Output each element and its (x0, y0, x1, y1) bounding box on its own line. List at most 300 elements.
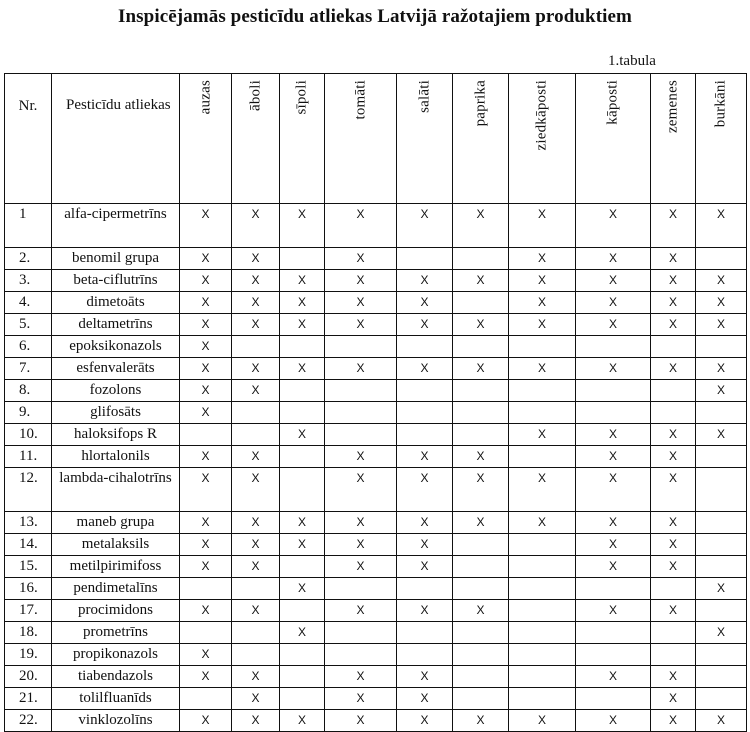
mark-cell-checked: X (453, 600, 509, 622)
header-product-label: sīpoli (293, 80, 310, 115)
mark-cell-empty (397, 424, 453, 446)
mark-cell-checked: X (696, 380, 747, 402)
mark-cell-checked: X (509, 204, 576, 248)
mark-cell-checked: X (576, 446, 651, 468)
mark-cell-checked: X (280, 710, 325, 732)
mark-cell-empty (397, 380, 453, 402)
pesticide-name: propikonazols (52, 644, 180, 666)
mark-cell-empty (180, 688, 232, 710)
mark-cell-checked: X (232, 248, 280, 270)
mark-cell-checked: X (696, 314, 747, 336)
mark-cell-empty (696, 666, 747, 688)
mark-cell-empty (651, 336, 696, 358)
pesticide-name: metalaksils (52, 534, 180, 556)
mark-cell-empty (509, 336, 576, 358)
row-number: 5. (5, 314, 52, 336)
mark-cell-empty (397, 336, 453, 358)
row-number: 10. (5, 424, 52, 446)
mark-cell-checked: X (651, 204, 696, 248)
mark-cell-checked: X (509, 292, 576, 314)
mark-cell-checked: X (280, 512, 325, 534)
mark-cell-checked: X (280, 270, 325, 292)
table-row (5, 578, 747, 600)
mark-cell-checked: X (280, 622, 325, 644)
pesticide-name: glifosāts (52, 402, 180, 424)
mark-cell-checked: X (397, 314, 453, 336)
mark-cell-empty (453, 248, 509, 270)
mark-cell-checked: X (397, 446, 453, 468)
mark-cell-empty (576, 688, 651, 710)
mark-cell-checked: X (232, 314, 280, 336)
mark-cell-empty (696, 468, 747, 512)
row-number: 16. (5, 578, 52, 600)
header-product-label: auzas (197, 80, 213, 115)
header-name: Pesticīdu atliekas (52, 74, 180, 204)
mark-cell-checked: X (397, 600, 453, 622)
mark-cell-empty (325, 336, 397, 358)
row-number: 1 (5, 204, 52, 248)
mark-cell-checked: X (232, 270, 280, 292)
mark-cell-empty (453, 380, 509, 402)
mark-cell-checked: X (232, 358, 280, 380)
table-row (5, 534, 747, 556)
header-nr: Nr. (5, 74, 52, 204)
table-row (5, 248, 747, 270)
mark-cell-checked: X (232, 292, 280, 314)
row-number: 22. (5, 710, 52, 732)
mark-cell-checked: X (509, 468, 576, 512)
mark-cell-empty (651, 402, 696, 424)
mark-cell-checked: X (453, 512, 509, 534)
mark-cell-empty (509, 622, 576, 644)
mark-cell-checked: X (576, 314, 651, 336)
mark-cell-empty (325, 644, 397, 666)
mark-cell-checked: X (397, 710, 453, 732)
mark-cell-checked: X (696, 292, 747, 314)
mark-cell-checked: X (180, 248, 232, 270)
page-title: Inspicējamās pesticīdu atliekas Latvijā ražotajiem produktiem (118, 6, 632, 27)
mark-cell-empty (325, 578, 397, 600)
mark-cell-empty (509, 644, 576, 666)
mark-cell-checked: X (180, 270, 232, 292)
pesticide-name: fozolons (52, 380, 180, 402)
pesticide-name: alfa-cipermetrīns (52, 204, 180, 248)
table-row (5, 336, 747, 358)
mark-cell-checked: X (180, 666, 232, 688)
mark-cell-checked: X (180, 358, 232, 380)
mark-cell-checked: X (696, 270, 747, 292)
row-number: 2. (5, 248, 52, 270)
header-product (180, 74, 232, 204)
mark-cell-checked: X (180, 336, 232, 358)
mark-cell-checked: X (576, 600, 651, 622)
mark-cell-checked: X (576, 248, 651, 270)
table-row (5, 424, 747, 446)
mark-cell-checked: X (651, 468, 696, 512)
table-row (5, 204, 747, 248)
mark-cell-checked: X (325, 556, 397, 578)
mark-cell-empty (509, 534, 576, 556)
mark-cell-empty (453, 292, 509, 314)
mark-cell-checked: X (576, 666, 651, 688)
pesticide-name: dimetoāts (52, 292, 180, 314)
mark-cell-empty (325, 622, 397, 644)
mark-cell-checked: X (576, 424, 651, 446)
pesticide-name: procimidons (52, 600, 180, 622)
table-row (5, 644, 747, 666)
table-row (5, 270, 747, 292)
mark-cell-checked: X (325, 204, 397, 248)
pesticide-name: lambda-cihalotrīns (52, 468, 180, 512)
mark-cell-empty (280, 600, 325, 622)
mark-cell-checked: X (232, 534, 280, 556)
row-number: 21. (5, 688, 52, 710)
mark-cell-empty (397, 578, 453, 600)
mark-cell-checked: X (576, 556, 651, 578)
mark-cell-checked: X (651, 292, 696, 314)
header-product (280, 74, 325, 204)
table-row (5, 358, 747, 380)
mark-cell-checked: X (651, 424, 696, 446)
table-number: 1.tabula (608, 53, 656, 69)
mark-cell-empty (509, 666, 576, 688)
row-number: 7. (5, 358, 52, 380)
table-row (5, 292, 747, 314)
mark-cell-empty (576, 622, 651, 644)
mark-cell-checked: X (696, 710, 747, 732)
mark-cell-checked: X (280, 578, 325, 600)
mark-cell-empty (453, 402, 509, 424)
row-number: 9. (5, 402, 52, 424)
mark-cell-empty (180, 622, 232, 644)
pesticide-name: prometrīns (52, 622, 180, 644)
mark-cell-checked: X (232, 380, 280, 402)
mark-cell-checked: X (180, 204, 232, 248)
header-row (5, 74, 747, 204)
pesticide-table (4, 73, 747, 732)
mark-cell-checked: X (180, 710, 232, 732)
mark-cell-empty (397, 622, 453, 644)
mark-cell-checked: X (325, 534, 397, 556)
row-number: 14. (5, 534, 52, 556)
table-row (5, 600, 747, 622)
mark-cell-checked: X (397, 468, 453, 512)
mark-cell-checked: X (325, 600, 397, 622)
mark-cell-checked: X (509, 270, 576, 292)
mark-cell-checked: X (397, 666, 453, 688)
mark-cell-empty (325, 402, 397, 424)
table-row (5, 688, 747, 710)
mark-cell-checked: X (325, 446, 397, 468)
mark-cell-checked: X (232, 710, 280, 732)
mark-cell-empty (453, 534, 509, 556)
mark-cell-checked: X (397, 270, 453, 292)
row-number: 18. (5, 622, 52, 644)
mark-cell-empty (576, 644, 651, 666)
mark-cell-checked: X (180, 512, 232, 534)
mark-cell-checked: X (397, 512, 453, 534)
mark-cell-checked: X (696, 358, 747, 380)
mark-cell-checked: X (453, 446, 509, 468)
table-row (5, 666, 747, 688)
pesticide-name: tiabendazols (52, 666, 180, 688)
row-number: 8. (5, 380, 52, 402)
mark-cell-empty (397, 248, 453, 270)
mark-cell-empty (576, 336, 651, 358)
mark-cell-checked: X (696, 622, 747, 644)
mark-cell-checked: X (180, 468, 232, 512)
mark-cell-checked: X (651, 710, 696, 732)
mark-cell-empty (232, 402, 280, 424)
table-body (5, 204, 747, 732)
mark-cell-checked: X (180, 556, 232, 578)
mark-cell-empty (232, 424, 280, 446)
row-number: 11. (5, 446, 52, 468)
mark-cell-checked: X (325, 248, 397, 270)
mark-cell-empty (651, 644, 696, 666)
mark-cell-checked: X (576, 468, 651, 512)
mark-cell-checked: X (397, 556, 453, 578)
mark-cell-checked: X (576, 204, 651, 248)
mark-cell-checked: X (576, 358, 651, 380)
mark-cell-checked: X (651, 270, 696, 292)
pesticide-name: maneb grupa (52, 512, 180, 534)
mark-cell-empty (232, 644, 280, 666)
mark-cell-empty (509, 446, 576, 468)
mark-cell-empty (453, 424, 509, 446)
row-number: 6. (5, 336, 52, 358)
mark-cell-checked: X (325, 358, 397, 380)
mark-cell-checked: X (696, 424, 747, 446)
header-product (576, 74, 651, 204)
mark-cell-empty (280, 468, 325, 512)
mark-cell-empty (576, 578, 651, 600)
pesticide-name: esfenvalerāts (52, 358, 180, 380)
mark-cell-checked: X (651, 600, 696, 622)
mark-cell-checked: X (180, 644, 232, 666)
mark-cell-checked: X (232, 204, 280, 248)
mark-cell-checked: X (453, 314, 509, 336)
mark-cell-empty (280, 446, 325, 468)
header-product (651, 74, 696, 204)
mark-cell-checked: X (576, 534, 651, 556)
mark-cell-checked: X (325, 292, 397, 314)
mark-cell-checked: X (696, 578, 747, 600)
mark-cell-empty (453, 644, 509, 666)
row-number: 12. (5, 468, 52, 512)
mark-cell-empty (696, 446, 747, 468)
header-product-label: tomāti (352, 80, 368, 120)
mark-cell-empty (696, 336, 747, 358)
mark-cell-checked: X (280, 314, 325, 336)
header-product (325, 74, 397, 204)
header-product (397, 74, 453, 204)
mark-cell-checked: X (397, 688, 453, 710)
mark-cell-checked: X (397, 292, 453, 314)
mark-cell-checked: X (232, 556, 280, 578)
mark-cell-checked: X (325, 688, 397, 710)
row-number: 3. (5, 270, 52, 292)
mark-cell-checked: X (280, 358, 325, 380)
mark-cell-checked: X (651, 314, 696, 336)
table-row (5, 512, 747, 534)
mark-cell-checked: X (397, 358, 453, 380)
header-product (509, 74, 576, 204)
mark-cell-checked: X (453, 710, 509, 732)
header-product-label: burkāni (712, 80, 729, 128)
mark-cell-checked: X (453, 270, 509, 292)
mark-cell-checked: X (325, 666, 397, 688)
mark-cell-checked: X (453, 358, 509, 380)
mark-cell-empty (325, 380, 397, 402)
table-row (5, 380, 747, 402)
pesticide-name: vinklozolīns (52, 710, 180, 732)
mark-cell-checked: X (280, 204, 325, 248)
header-product-label: ziedkāposti (533, 80, 550, 151)
mark-cell-empty (280, 380, 325, 402)
header-product (232, 74, 280, 204)
mark-cell-empty (397, 402, 453, 424)
mark-cell-checked: X (696, 204, 747, 248)
mark-cell-checked: X (232, 468, 280, 512)
mark-cell-empty (453, 578, 509, 600)
mark-cell-empty (509, 600, 576, 622)
mark-cell-empty (696, 600, 747, 622)
mark-cell-empty (651, 622, 696, 644)
pesticide-name: haloksifops R (52, 424, 180, 446)
mark-cell-checked: X (651, 512, 696, 534)
row-number: 15. (5, 556, 52, 578)
mark-cell-empty (696, 534, 747, 556)
mark-cell-checked: X (651, 666, 696, 688)
mark-cell-empty (453, 666, 509, 688)
mark-cell-checked: X (651, 358, 696, 380)
mark-cell-checked: X (325, 270, 397, 292)
pesticide-name: epoksikonazols (52, 336, 180, 358)
mark-cell-empty (696, 402, 747, 424)
mark-cell-empty (232, 336, 280, 358)
table-row (5, 468, 747, 512)
mark-cell-checked: X (576, 710, 651, 732)
pesticide-name: deltametrīns (52, 314, 180, 336)
pesticide-name: hlortalonils (52, 446, 180, 468)
mark-cell-checked: X (232, 666, 280, 688)
mark-cell-checked: X (180, 380, 232, 402)
mark-cell-empty (280, 336, 325, 358)
mark-cell-empty (509, 688, 576, 710)
mark-cell-checked: X (509, 710, 576, 732)
row-number: 19. (5, 644, 52, 666)
mark-cell-empty (453, 556, 509, 578)
mark-cell-checked: X (232, 600, 280, 622)
mark-cell-checked: X (651, 534, 696, 556)
mark-cell-checked: X (651, 688, 696, 710)
mark-cell-checked: X (232, 512, 280, 534)
mark-cell-empty (232, 622, 280, 644)
mark-cell-checked: X (280, 424, 325, 446)
mark-cell-empty (509, 402, 576, 424)
mark-cell-empty (453, 622, 509, 644)
mark-cell-checked: X (576, 512, 651, 534)
mark-cell-checked: X (509, 248, 576, 270)
mark-cell-checked: X (180, 600, 232, 622)
mark-cell-checked: X (180, 292, 232, 314)
mark-cell-empty (280, 688, 325, 710)
mark-cell-checked: X (397, 534, 453, 556)
mark-cell-checked: X (180, 314, 232, 336)
header-product-label: āboli (247, 80, 263, 111)
mark-cell-checked: X (453, 468, 509, 512)
table-row (5, 446, 747, 468)
mark-cell-empty (280, 248, 325, 270)
mark-cell-empty (509, 380, 576, 402)
header-product (453, 74, 509, 204)
mark-cell-checked: X (180, 446, 232, 468)
mark-cell-empty (509, 556, 576, 578)
mark-cell-empty (696, 688, 747, 710)
table-row (5, 622, 747, 644)
mark-cell-checked: X (180, 402, 232, 424)
mark-cell-empty (280, 556, 325, 578)
mark-cell-checked: X (509, 358, 576, 380)
mark-cell-empty (651, 380, 696, 402)
mark-cell-checked: X (232, 446, 280, 468)
header-product-label: paprika (472, 80, 488, 127)
mark-cell-checked: X (180, 534, 232, 556)
mark-cell-empty (325, 424, 397, 446)
table-row (5, 556, 747, 578)
mark-cell-empty (651, 578, 696, 600)
mark-cell-checked: X (651, 446, 696, 468)
mark-cell-checked: X (325, 314, 397, 336)
row-number: 20. (5, 666, 52, 688)
table-row (5, 402, 747, 424)
table-row (5, 314, 747, 336)
header-product-label: kāposti (604, 80, 621, 125)
mark-cell-empty (576, 402, 651, 424)
pesticide-name: benomil grupa (52, 248, 180, 270)
pesticide-name: beta-ciflutrīns (52, 270, 180, 292)
mark-cell-checked: X (509, 314, 576, 336)
mark-cell-empty (280, 644, 325, 666)
mark-cell-checked: X (651, 248, 696, 270)
mark-cell-checked: X (397, 204, 453, 248)
mark-cell-empty (232, 578, 280, 600)
mark-cell-checked: X (651, 556, 696, 578)
mark-cell-empty (453, 336, 509, 358)
mark-cell-checked: X (453, 204, 509, 248)
mark-cell-checked: X (325, 468, 397, 512)
header-product-label: salāti (416, 80, 432, 113)
mark-cell-empty (696, 248, 747, 270)
mark-cell-checked: X (325, 512, 397, 534)
row-number: 17. (5, 600, 52, 622)
mark-cell-empty (280, 402, 325, 424)
pesticide-name: tolilfluanīds (52, 688, 180, 710)
table-row (5, 710, 747, 732)
mark-cell-empty (397, 644, 453, 666)
mark-cell-checked: X (509, 424, 576, 446)
header-product (696, 74, 747, 204)
row-number: 4. (5, 292, 52, 314)
pesticide-name: metilpirimifoss (52, 556, 180, 578)
mark-cell-checked: X (232, 688, 280, 710)
mark-cell-empty (576, 380, 651, 402)
mark-cell-empty (180, 424, 232, 446)
mark-cell-checked: X (576, 270, 651, 292)
mark-cell-empty (509, 578, 576, 600)
mark-cell-checked: X (280, 534, 325, 556)
